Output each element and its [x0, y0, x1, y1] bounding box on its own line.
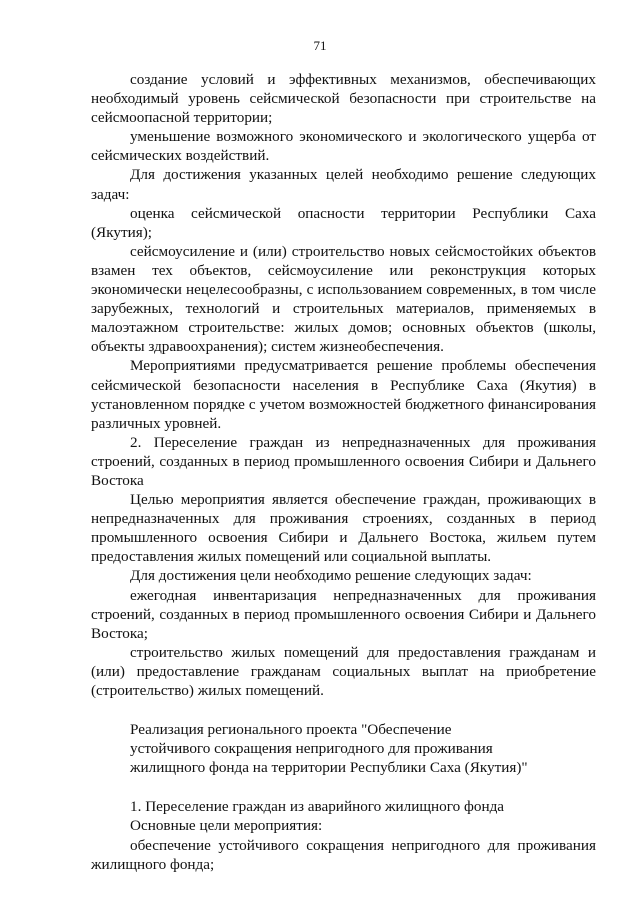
- paragraph: обеспечение устойчивого сокращения непригодного для проживания жилищного фонда;: [91, 836, 596, 873]
- paragraph: оценка сейсмической опасности территории Республики Саха (Якутия);: [91, 204, 596, 241]
- paragraph: строительство жилых помещений для предоставления гражданам и (или) предоставление гражданам социальных выплат на приобретение (строительство) жилых помещений.: [91, 643, 596, 699]
- paragraph: 2. Переселение граждан из непредназначенных для проживания строений, созданных в период промышленного освоения Сибири и Дальнего Востока: [91, 433, 596, 489]
- document-body: [91, 70, 596, 874]
- paragraph: Для достижения указанных целей необходимо решение следующих задач:: [91, 166, 596, 203]
- paragraph: уменьшение возможного экономического и экологического ущерба от сейсмических воздействий.: [91, 128, 596, 165]
- section-heading: [91, 720, 596, 777]
- section-heading-line: устойчивого сокращения непригодного для проживания: [130, 740, 493, 758]
- paragraph: сейсмоусиление и (или) строительство новых сейсмостойких объектов взамен тех объектов, сейсмоусиление или реконструкция которых экономически нецелесообразны, с использованием современных, в том числе зарубежных, технологий и строительных материалов, применяемых в малоэтажном строительстве: жилых домов; основных объектов (школы, объекты здравоохранения); систем жизнеобеспечения.: [91, 242, 596, 356]
- section-heading-line: Реализация регионального проекта "Обеспечение: [130, 721, 452, 739]
- paragraph: ежегодная инвентаризация непредназначенных для проживания строений, созданных в период промышленного освоения Сибири и Дальнего Востока;: [91, 586, 596, 642]
- paragraph: создание условий и эффективных механизмов, обеспечивающих необходимый уровень сейсмической безопасности при строительстве на сейсмоопасной территории;: [91, 71, 596, 127]
- section-heading-line: жилищного фонда на территории Республики Саха (Якутия)": [130, 759, 528, 777]
- page-number: 71: [313, 38, 327, 53]
- paragraph: Основные цели мероприятия:: [130, 817, 323, 835]
- paragraph: Мероприятиями предусматривается решение проблемы обеспечения сейсмической безопасности населения в Республике Саха (Якутия) в установленном порядке с учетом возможностей бюджетного финансирования различных уровней.: [91, 357, 596, 432]
- paragraph: Целью мероприятия является обеспечение граждан, проживающих в непредназначенных для проживания строениях, созданных в период промышленного освоения Сибири и Дальнего Востока, жильем путем предоставления жилых помещений или социальной выплаты.: [91, 491, 596, 566]
- paragraph: 1. Переселение граждан из аварийного жилищного фонда: [130, 798, 505, 816]
- paragraph: Для достижения цели необходимо решение следующих задач:: [130, 567, 532, 585]
